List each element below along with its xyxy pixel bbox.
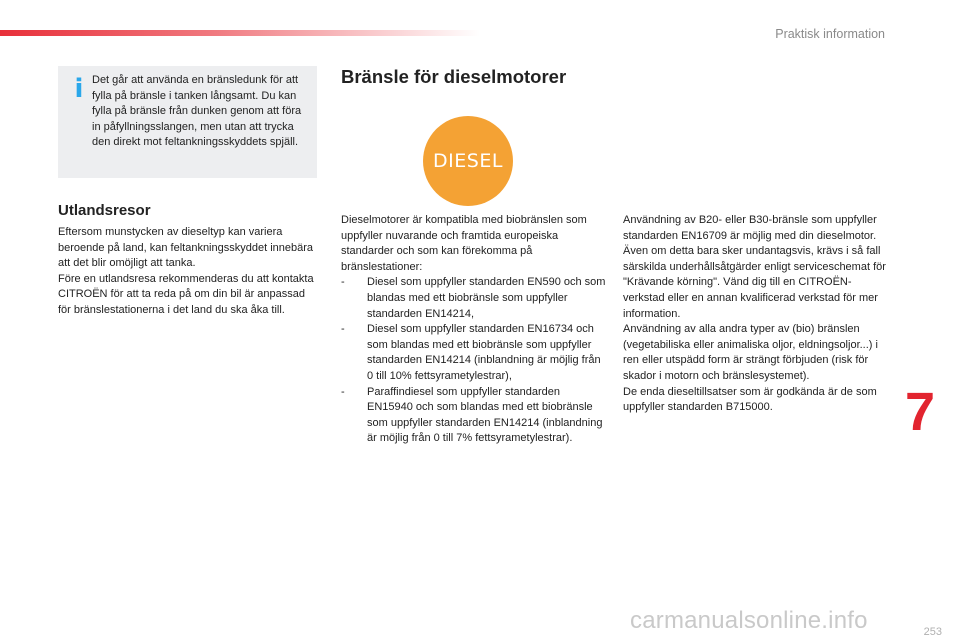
right-paragraph: De enda dieseltillsatser som är godkända är de som uppfyller standarden B715000. [623,385,877,414]
right-paragraph: Användning av B20- eller B30-bränsle som uppfyller standarden EN16709 är möjlig med din dieselmotor. Även om detta bara sker undantagsvis, krävs i så fall särskilda underhållsåtgärder enligt serviceschemat för "Krävande körning". Vänd dig till en CITROËN-verkstad eller en annan kvalificerad verkstad för mer information. [623,214,886,320]
right-paragraph: Användning av alla andra typer av (bio) bränslen (vegetabiliska eller animaliska oljor, eldningsoljor...) i ren eller utspädd form är strängt förbjuden (risk för skador i motorn och bränslesystemet). [623,323,878,382]
list-item: - Diesel som uppfyller standarden EN16734 och som blandas med ett biobränsle som uppfyller standarden EN14214 (inblandning är möjlig från 0 till 10% fettsyrametylestrar), [341,322,607,384]
info-box [58,66,317,178]
utlandsresor-body [58,225,320,319]
section-header: Praktisk information [775,27,885,41]
list-item: - Paraffindiesel som uppfyller standarden EN15940 och som blandas med ett biobränsle som uppfyller standarden EN14214 (inblandning är möjlig från 0 till 7% fettsyrametylestrar). [341,385,607,447]
utlandsresor-paragraph: Eftersom munstycken av dieseltyp kan variera beroende på land, kan feltankningsskyddet innebära att det blir omöjligt att tanka. [58,226,314,270]
watermark: carmanualsonline.info [630,607,868,634]
list-item: - Diesel som uppfyller standarden EN590 och som blandas med ett biobränsle som uppfyller standarden EN14214, [341,275,607,322]
right-column [623,213,891,416]
utlandsresor-paragraph: Före en utlandsresa rekommenderas du att kontakta CITROËN för att ta reda på om din bil är anpassad för bränslestationerna i det land du ska åka till. [58,272,314,316]
header-accent-stripe [0,30,480,36]
info-box-text: Det går att använda en bränsledunk för att fylla på bränsle i tanken långsamt. Du kan fylla på bränsle från dunken genom att föra in påfyllningsslangen, men utan att trycka den direkt mot feltankningsskyddets spjäll. [92,74,302,149]
page-number: 253 [923,626,942,638]
left-intro: Dieselmotorer är kompatibla med biobränslen som uppfyller nuvarande och framtida europeiska standarder och som kan förekomma på bränslestationer: [341,214,587,273]
page-title: Bränsle för dieselmotorer [341,66,567,87]
diesel-badge: DIESEL [423,116,513,206]
info-icon: i [74,74,84,104]
utlandsresor-title: Utlandsresor [58,202,151,219]
fuel-standard-list [341,275,607,447]
left-column [341,213,607,447]
chapter-number: 7 [905,382,936,442]
